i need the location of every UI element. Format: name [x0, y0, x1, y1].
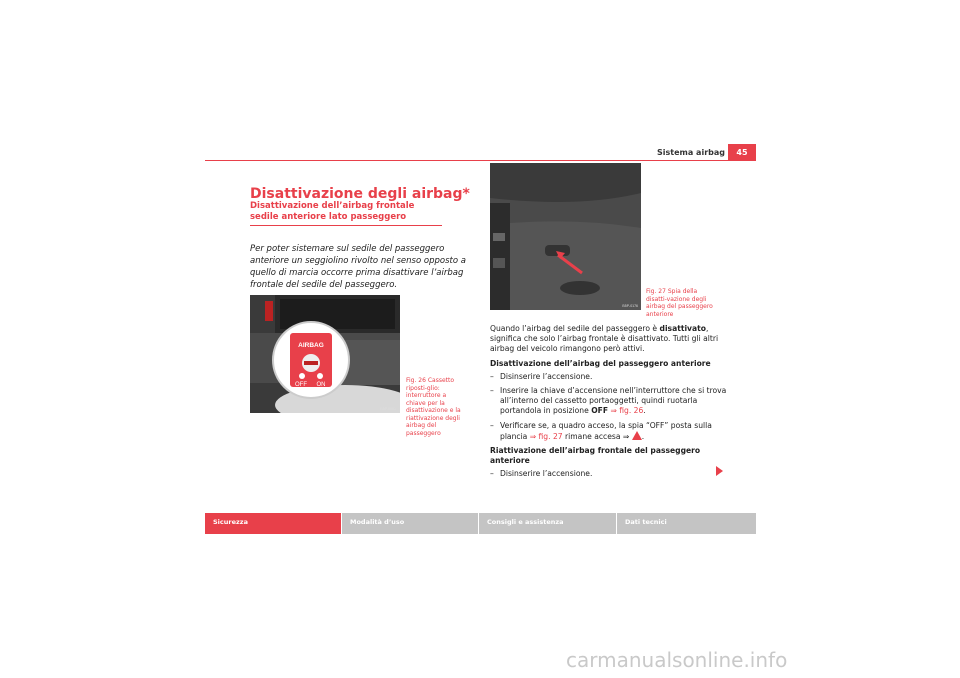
- list-item: – Inserire la chiave d’accensione nell’interruttore che si trova all’interno del cassetto portaoggetti, quindi ruotarla portandola in posizione OFF ⇒ fig. 26.: [490, 386, 727, 416]
- figure-warning-lamp: [490, 163, 641, 310]
- step-1: Disinserire l’accensione.: [500, 371, 593, 381]
- fig1-airbag-label: AIRBAG: [298, 342, 324, 349]
- next-page-arrow-icon[interactable]: [716, 466, 723, 476]
- list-item: – Verificare se, a quadro acceso, la spia “OFF” posta sulla plancia ⇒ fig. 27 rimane accesa ⇒ .: [490, 420, 712, 441]
- fig1-off-label: OFF: [295, 382, 307, 388]
- watermark: carmanualsonline.info: [566, 648, 788, 672]
- step-4: Disinserire l’accensione.: [500, 469, 593, 479]
- figure-27-caption: Fig. 27 Spia della disatti-vazione degli airbag del passeggero anteriore: [646, 288, 713, 318]
- p1-text-a: Quando l’airbag del sedile del passeggero è: [490, 324, 660, 333]
- paragraph-deactivation-info: [490, 324, 730, 355]
- step-2-text: Inserire la chiave d’accensione nell’interruttore che si trova all’interno del cassetto portaoggetti, quindi ruotarla portandola in posizione: [500, 386, 727, 416]
- list-item: – Disinserire l’accensione.: [490, 371, 593, 381]
- p1-text-c: , significa che solo l’airbag frontale è disattivato. Tutti gli altri airbag del veicolo rimangono però attivi.: [490, 324, 719, 354]
- intro-text: Per poter sistemare sul sedile del passeggero anteriore un seggiolino rivolto nel senso opposto a quello di marcia occorre prima disattivare l’airbag frontale del sedile del passeggero.: [250, 244, 466, 290]
- list-item: – Disinserire l’accensione.: [490, 469, 593, 479]
- footer-tab-sicurezza[interactable]: Sicurezza: [205, 513, 341, 534]
- fig-27-link[interactable]: ⇒ fig. 27: [529, 431, 563, 441]
- fig-26-link[interactable]: ⇒ fig. 26: [610, 406, 644, 416]
- fig1-on-label: ON: [316, 382, 326, 388]
- step-2-off: OFF: [591, 406, 609, 416]
- header-rule: [205, 160, 756, 161]
- footer-tab-dati[interactable]: Dati tecnici: [617, 513, 756, 534]
- fig2-code: B5P-0176: [622, 304, 638, 308]
- footer-tab-modalita[interactable]: Modalità d’uso: [342, 513, 478, 534]
- step-3-text: Verificare se, a quadro acceso, la spia “OFF” posta sulla plancia: [500, 420, 712, 441]
- body-text: [490, 324, 730, 484]
- footer-tab-consigli[interactable]: Consigli e assistenza: [479, 513, 616, 534]
- fig1-code: B5P-0061: [380, 407, 396, 411]
- figure-glovebox-switch: [250, 295, 400, 413]
- p1-bold: disattivato: [659, 324, 706, 333]
- heading-enable: Riattivazione dell’airbag frontale del passeggero anteriore: [490, 446, 701, 466]
- subsection-heading: Disattivazione dell’airbag frontale sedile anteriore lato passeggero: [250, 201, 442, 226]
- step-3-text-b: rimane accesa ⇒: [562, 431, 632, 441]
- heading-disable: Disattivazione dell’airbag del passeggero anteriore: [490, 358, 711, 368]
- page-number: 45: [728, 144, 756, 160]
- section-heading: Disattivazione degli airbag*: [250, 186, 470, 202]
- warning-icon[interactable]: [632, 431, 642, 440]
- header-section-title: Sistema airbag: [657, 148, 725, 157]
- figure-26-caption: Fig. 26 Cassetto riposti-glio: interruttore a chiave per la disattivazione e la riattivazione degli airbag del passeggero: [406, 377, 461, 437]
